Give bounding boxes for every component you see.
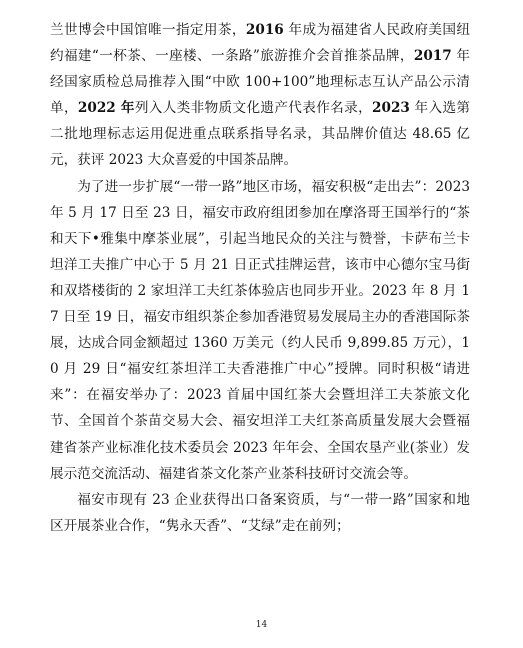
text-segment: 年入选第二批地理标志运用促进重点联系指导名录，其品牌价值达 48.65 亿元，获评 2023 大众喜爱的中国茶品牌。 [50,100,471,169]
text-segment: 兰世博会中国馆唯一指定用茶， [50,22,246,38]
text-segment: 为了进一步扩展“一带一路”地区市场，福安积极“走出去”：2023 年 5 月 17 日至 23 日，福安市政府组团参加在摩洛哥王国举行的“茶和天下•雅集中摩茶业展”，引起当地民众的关注与赞誉，卡萨布兰卡坦洋工夫推广中心于 5 月 21 日正式挂牌运营，该市中心德尔宝马街和双塔楼街的 2 家坦洋工夫红茶体验店也同步开业。2023 年 8 月 17 日至 19 日，福安市组织茶企参加香港贸易发展局主办的香港国际茶展，达成合同金额超过 1360 万美元（约人民币 9,899.85 万元），10 月 29 日“福安红茶坦洋工夫香港推广中心”授牌。同时积极“请进来”：在福安举办了：2023 首届中国红茶大会暨坦洋工夫茶旅文化节、全国首个茶苗交易大会、福安坦洋工夫红茶高质量发展大会暨福建省茶产业标准化技术委员会 2023 年年会、全国农垦产业(茶业）发展示范交流活动、福建省茶文化茶产业茶科技研讨交流会等。 [50,178,470,482]
page-number: 14 [255,620,268,630]
paragraph-market-expansion [50,174,470,487]
document-body [50,17,470,539]
text-segment: 年经国家质检总局推荐入围“中欧 100+100”地理标志互认产品公示清单， [50,48,470,117]
bold-year: 2022 年 [77,100,135,117]
text-segment: 福安市现有 23 企业获得出口备案资质，与“一带一路”国家和地区开展茶业合作，“隽永天香”、“艾绿”走在前列； [50,491,470,534]
bold-year: 2016 [245,22,284,38]
text-segment: 列入人类非物质文化遗产代表作名录， [134,100,373,117]
paragraph-export-enterprises [50,487,470,539]
paragraph-brand-history [50,17,470,174]
text-segment: 年成为福建省人民政府美国纽约福建“一杯茶、一座楼、一条路”旅游推介会首推茶品牌， [50,22,471,65]
bold-year: 2017 [413,48,452,65]
bold-year: 2023 [372,100,410,117]
